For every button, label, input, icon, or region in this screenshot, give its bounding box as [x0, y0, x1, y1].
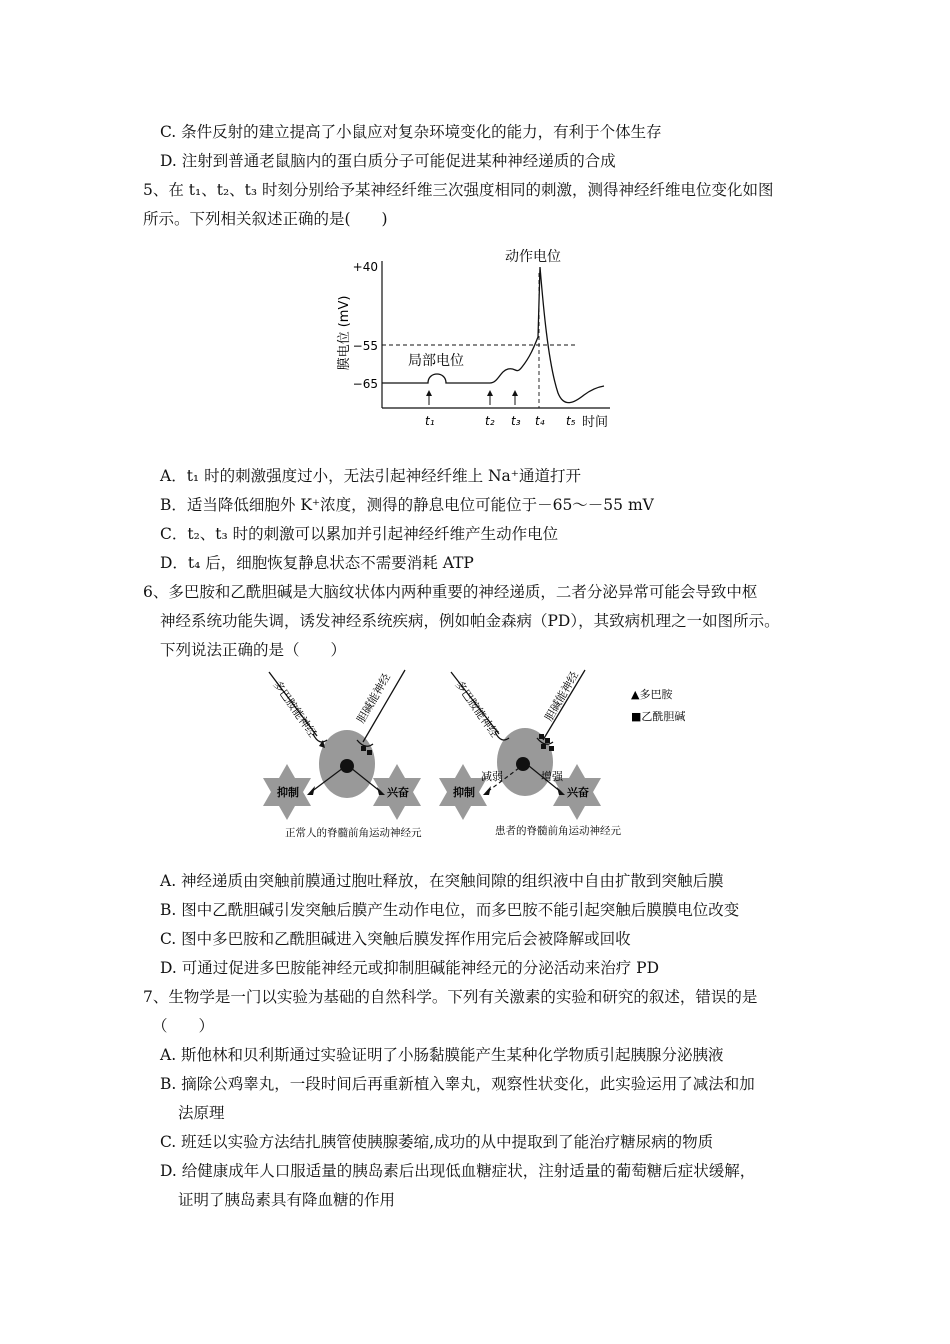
- y-axis-label: 膜电位 (mV): [337, 295, 352, 371]
- peak-label: 动作电位: [505, 249, 561, 265]
- time-t4: t₄: [535, 414, 545, 428]
- q6-stem-line3: 下列说法正确的是（ ）: [160, 641, 347, 659]
- q5-option-d: D．t₄ 后，细胞恢复静息状态不需要消耗 ATP: [160, 554, 474, 572]
- time-t2: t₂: [485, 414, 495, 428]
- potential-curve: [382, 267, 604, 403]
- inhibit-label-left: 抑制: [277, 786, 299, 799]
- excite-label-right: 兴奋: [567, 786, 589, 799]
- q5-stem-line1: 5、在 t₁、t₂、t₃ 时刻分别给予某神经纤维三次强度相同的刺激，测得神经纤维电位变化如图: [143, 181, 774, 199]
- q6-option-d: D. 可通过促进多巴胺能神经元或抑制胆碱能神经元的分泌活动来治疗 PD: [160, 959, 660, 977]
- tick-minus65: −65: [352, 377, 378, 391]
- tick-plus40: +40: [352, 260, 378, 274]
- q5-option-c: C．t₂、t₃ 时的刺激可以累加并引起神经纤维产生动作电位: [160, 525, 559, 543]
- q7-option-b-line1: B. 摘除公鸡睾丸，一段时间后再重新植入睾丸，观察性状变化，此实验运用了减法和加: [160, 1075, 755, 1093]
- q4-option-d: D. 注射到普通老鼠脑内的蛋白质分子可能促进某种神经递质的合成: [160, 152, 616, 170]
- normal-caption: 正常人的脊髓前角运动神经元: [285, 827, 422, 839]
- legend-ach: ■乙酰胆碱: [631, 710, 686, 723]
- q7-option-d-line1: D. 给健康成年人口服适量的胰岛素后出现低血糖症状，注射适量的葡萄糖后症状缓解，: [160, 1162, 756, 1180]
- q4-option-c: C. 条件反射的建立提高了小鼠应对复杂环境变化的能力，有利于个体生存: [160, 123, 662, 141]
- normal-panel: [263, 670, 422, 839]
- time-t1: t₁: [425, 414, 435, 428]
- x-axis-label: 时间: [582, 415, 609, 430]
- q7-option-c: C. 班廷以实验方法结扎胰管使胰腺萎缩,成功的从中提取到了能治疗糖尿病的物质: [160, 1133, 714, 1151]
- ach-nerve-label-right: 胆碱能神经: [542, 669, 582, 724]
- excite-label-left: 兴奋: [387, 786, 409, 799]
- legend-dopamine: ▲多巴胺: [631, 688, 673, 701]
- q6-option-b: B. 图中乙酰胆碱引发突触后膜产生动作电位，而多巴胺不能引起突触后膜膜电位改变: [160, 901, 740, 919]
- q5-stem-line2: 所示。下列相关叙述正确的是( ): [143, 210, 388, 228]
- q5-potential-graph: [330, 243, 630, 433]
- q5-option-b: B．适当降低细胞外 K⁺浓度，测得的静息电位可能位于－65～－55 mV: [160, 496, 654, 514]
- q5-option-a: A．t₁ 时的刺激强度过小，无法引起神经纤维上 Na⁺通道打开: [160, 467, 581, 485]
- q6-neuron-diagram: [255, 664, 695, 844]
- q7-option-b-line2: 法原理: [178, 1104, 225, 1122]
- q7-option-d-line2: 证明了胰岛素具有降血糖的作用: [178, 1191, 396, 1209]
- time-t3: t₃: [511, 414, 521, 428]
- q6-stem-line2: 神经系统功能失调，诱发神经系统疾病，例如帕金森病（PD），其致病机理之一如图所示。: [160, 612, 780, 630]
- ach-nerve-label-left: 胆碱能神经: [354, 671, 394, 726]
- q7-option-a: A. 斯他林和贝利斯通过实验证明了小肠黏膜能产生某种化学物质引起胰腺分泌胰液: [160, 1046, 724, 1064]
- dopa-nerve-label-right: 多巴胺能神经: [452, 678, 502, 740]
- tick-minus55: −55: [352, 339, 378, 353]
- patient-caption: 患者的脊髓前角运动神经元: [495, 825, 621, 837]
- q7-stem-line1: 7、生物学是一门以实验为基础的自然科学。下列有关激素的实验和研究的叙述，错误的是: [143, 988, 758, 1006]
- enhance-label: 增强: [541, 770, 563, 783]
- time-t5: t₅: [566, 414, 576, 428]
- weaken-label: 减弱: [481, 770, 503, 783]
- nucleus-left: [340, 759, 354, 773]
- q6-option-c: C. 图中多巴胺和乙酰胆碱进入突触后膜发挥作用完后会被降解或回收: [160, 930, 631, 948]
- patient-panel: [439, 669, 621, 837]
- q6-stem-line1: 6、多巴胺和乙酰胆碱是大脑纹状体内两种重要的神经递质，二者分泌异常可能会导致中枢: [143, 583, 758, 601]
- q6-option-a: A. 神经递质由突触前膜通过胞吐释放，在突触间隙的组织液中自由扩散到突触后膜: [160, 872, 724, 890]
- q7-stem-line2: （ ）: [152, 1017, 215, 1035]
- inhibit-label-right: 抑制: [453, 786, 475, 799]
- dopa-nerve-label-left: 多巴胺能神经: [270, 678, 320, 740]
- local-label: 局部电位: [408, 353, 464, 369]
